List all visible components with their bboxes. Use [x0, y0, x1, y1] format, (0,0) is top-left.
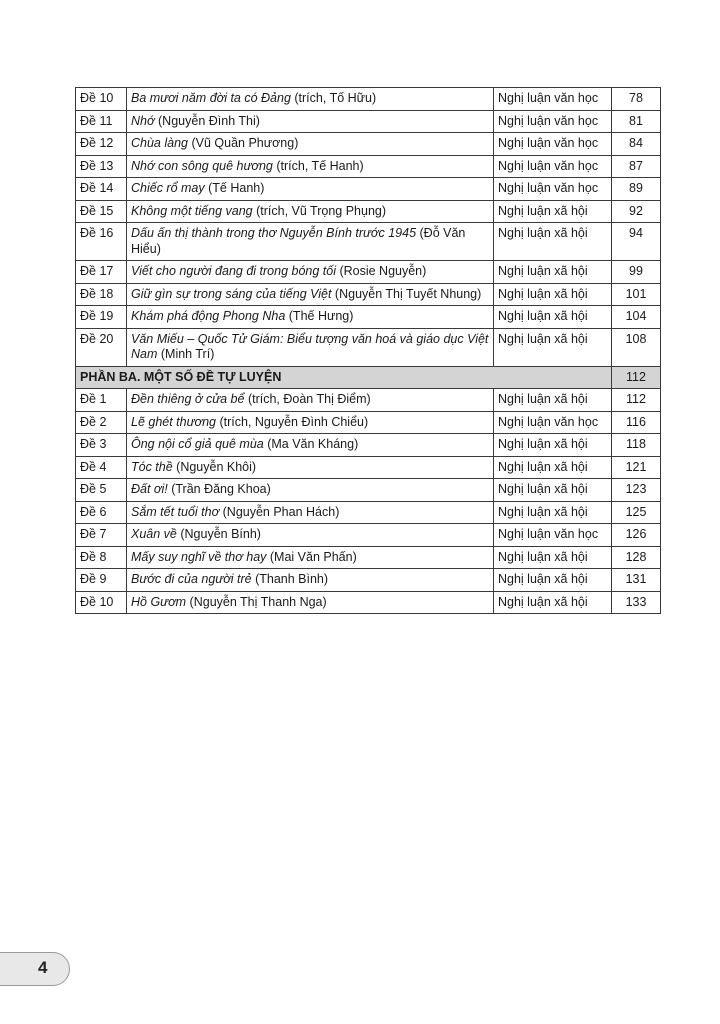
work-title: Dấu ấn thị thành trong thơ Nguyễn Bính trước 1945	[131, 226, 417, 240]
toc-part2	[76, 88, 661, 367]
table-row	[76, 591, 661, 614]
work-title: Giữ gìn sự trong sáng của tiếng Việt	[131, 286, 332, 301]
page-ref: 123	[612, 479, 661, 502]
toc-table	[75, 87, 661, 614]
work-author: (Nguyễn Thị Tuyết Nhung)	[331, 286, 482, 301]
work-title: Sắm tết tuổi thơ	[131, 504, 220, 519]
work-title: Khám phá động Phong Nha	[131, 309, 286, 323]
page-ref: 128	[612, 546, 661, 569]
table-row	[76, 524, 661, 547]
table-row	[76, 261, 661, 284]
work-title: Mấy suy nghĩ về thơ hay	[131, 549, 267, 564]
essay-type: Nghị luận xã hội	[494, 223, 612, 261]
page-ref: 87	[612, 155, 661, 178]
work-title: Nhớ con sông quê hương	[131, 158, 273, 173]
work-title: Ba mươi năm đời ta có Đảng	[131, 91, 291, 105]
exam-title-cell	[127, 283, 494, 306]
page-ref: 104	[612, 306, 661, 329]
essay-type: Nghị luận xã hội	[494, 591, 612, 614]
table-row	[76, 479, 661, 502]
exam-number: Đề 4	[76, 456, 127, 479]
table-row	[76, 223, 661, 261]
essay-type: Nghị luận xã hội	[494, 546, 612, 569]
exam-number: Đề 18	[76, 283, 127, 306]
exam-title-cell	[127, 88, 494, 111]
exam-title-cell	[127, 178, 494, 201]
essay-type: Nghị luận xã hội	[494, 569, 612, 592]
exam-title-cell	[127, 328, 494, 366]
page-number-tab	[0, 952, 70, 986]
exam-number: Đề 6	[76, 501, 127, 524]
exam-title-cell	[127, 110, 494, 133]
essay-type: Nghị luận xã hội	[494, 328, 612, 366]
work-author: (Minh Trí)	[157, 347, 215, 361]
essay-type: Nghị luận văn học	[494, 178, 612, 201]
table-row	[76, 389, 661, 412]
exam-title-cell	[127, 524, 494, 547]
work-title: Viết cho người đang đi trong bóng tối	[131, 264, 336, 278]
work-author: (Nguyễn Thị Thanh Nga)	[186, 594, 327, 609]
exam-number: Đề 13	[76, 155, 127, 178]
exam-number: Đề 8	[76, 546, 127, 569]
table-row	[76, 306, 661, 329]
work-title: Đất ơi!	[131, 482, 168, 496]
work-title: Tóc thề	[131, 459, 173, 474]
page-number: 4	[38, 958, 48, 977]
work-title: Hồ Gươm	[131, 594, 187, 609]
exam-number: Đề 17	[76, 261, 127, 284]
work-author: (Thanh Bình)	[251, 572, 329, 586]
toc-section-part3	[76, 366, 661, 389]
page-ref: 89	[612, 178, 661, 201]
table-row	[76, 88, 661, 111]
essay-type: Nghị luận xã hội	[494, 283, 612, 306]
essay-type: Nghị luận xã hội	[494, 261, 612, 284]
work-author: (Nguyễn Bính)	[176, 527, 261, 541]
essay-type: Nghị luận xã hội	[494, 389, 612, 412]
work-title: Đền thiêng ở cửa bể	[131, 392, 245, 406]
essay-type: Nghị luận văn học	[494, 524, 612, 547]
exam-number: Đề 3	[76, 434, 127, 457]
work-title: Bước đi của người trẻ	[131, 572, 252, 586]
table-row	[76, 456, 661, 479]
exam-number: Đề 20	[76, 328, 127, 366]
table-row	[76, 546, 661, 569]
page-ref: 78	[612, 88, 661, 111]
work-author: (Vũ Quần Phương)	[188, 136, 299, 150]
exam-title-cell	[127, 155, 494, 178]
page-ref: 121	[612, 456, 661, 479]
work-author: (Nguyễn Phan Hách)	[219, 504, 340, 519]
work-author: (Thế Hưng)	[285, 309, 354, 323]
work-title: Chùa làng	[131, 136, 188, 150]
exam-title-cell	[127, 223, 494, 261]
exam-number: Đề 10	[76, 591, 127, 614]
work-author: (Đỗ Văn Hiểu)	[131, 226, 466, 256]
page-ref: 133	[612, 591, 661, 614]
essay-type: Nghị luận văn học	[494, 411, 612, 434]
exam-title-cell	[127, 569, 494, 592]
essay-type: Nghị luận xã hội	[494, 200, 612, 223]
page-ref: 84	[612, 133, 661, 156]
essay-type: Nghị luận văn học	[494, 110, 612, 133]
page-ref: 99	[612, 261, 661, 284]
exam-number: Đề 5	[76, 479, 127, 502]
page-ref: 112	[612, 389, 661, 412]
exam-title-cell	[127, 434, 494, 457]
essay-type: Nghị luận văn học	[494, 155, 612, 178]
table-row	[76, 569, 661, 592]
work-title: Xuân về	[131, 527, 177, 541]
section-page: 112	[612, 366, 661, 389]
exam-number: Đề 19	[76, 306, 127, 329]
exam-number: Đề 7	[76, 524, 127, 547]
exam-number: Đề 11	[76, 110, 127, 133]
work-author: (trích, Đoàn Thị Điểm)	[244, 392, 371, 406]
exam-number: Đề 9	[76, 569, 127, 592]
page-ref: 81	[612, 110, 661, 133]
work-author: (trích, Vũ Trọng Phụng)	[252, 203, 387, 218]
essay-type: Nghị luận xã hội	[494, 434, 612, 457]
exam-title-cell	[127, 546, 494, 569]
essay-type: Nghị luận văn học	[494, 133, 612, 156]
exam-number: Đề 1	[76, 389, 127, 412]
table-row	[76, 155, 661, 178]
exam-title-cell	[127, 389, 494, 412]
table-row	[76, 133, 661, 156]
table-row	[76, 178, 661, 201]
work-title: Không một tiếng vang	[131, 203, 253, 218]
toc-part3	[76, 389, 661, 614]
exam-number: Đề 2	[76, 411, 127, 434]
section-row	[76, 366, 661, 389]
exam-title-cell	[127, 479, 494, 502]
page-ref: 92	[612, 200, 661, 223]
page-ref: 116	[612, 411, 661, 434]
work-author: (Rosie Nguyễn)	[335, 264, 427, 278]
page-ref: 108	[612, 328, 661, 366]
essay-type: Nghị luận xã hội	[494, 456, 612, 479]
page-ref: 125	[612, 501, 661, 524]
exam-number: Đề 16	[76, 223, 127, 261]
table-row	[76, 200, 661, 223]
work-title: Văn Miếu – Quốc Tử Giám: Biểu tượng văn hoá và giáo dục Việt Nam	[131, 331, 489, 361]
page-ref: 118	[612, 434, 661, 457]
work-author: (Ma Văn Kháng)	[263, 437, 359, 451]
exam-title-cell	[127, 456, 494, 479]
table-row	[76, 434, 661, 457]
work-author: (trích, Nguyễn Đình Chiểu)	[216, 414, 369, 429]
exam-title-cell	[127, 411, 494, 434]
page-ref: 131	[612, 569, 661, 592]
work-title: Nhớ	[131, 113, 155, 128]
essay-type: Nghị luận văn học	[494, 88, 612, 111]
work-author: (trích, Tố Hữu)	[290, 91, 377, 105]
exam-number: Đề 12	[76, 133, 127, 156]
work-title: Chiếc rổ may	[131, 181, 205, 195]
essay-type: Nghị luận xã hội	[494, 479, 612, 502]
work-author: (Mai Văn Phấn)	[266, 549, 357, 564]
table-row	[76, 501, 661, 524]
table-row	[76, 110, 661, 133]
section-label: PHẦN BA. MỘT SỐ ĐỀ TỰ LUYỆN	[76, 366, 612, 389]
exam-title-cell	[127, 200, 494, 223]
exam-title-cell	[127, 261, 494, 284]
exam-number: Đề 14	[76, 178, 127, 201]
exam-title-cell	[127, 133, 494, 156]
exam-title-cell	[127, 501, 494, 524]
page-ref: 101	[612, 283, 661, 306]
page-ref: 126	[612, 524, 661, 547]
table-row	[76, 328, 661, 366]
essay-type: Nghị luận xã hội	[494, 501, 612, 524]
work-author: (Nguyễn Khôi)	[172, 459, 257, 474]
work-author: (Nguyễn Đình Thi)	[154, 113, 260, 128]
work-title: Lẽ ghét thương	[131, 414, 216, 429]
table-row	[76, 283, 661, 306]
exam-title-cell	[127, 306, 494, 329]
essay-type: Nghị luận xã hội	[494, 306, 612, 329]
work-author: (trích, Tế Hanh)	[272, 158, 364, 173]
work-author: (Tế Hanh)	[204, 181, 265, 195]
exam-title-cell	[127, 591, 494, 614]
work-author: (Trần Đăng Khoa)	[167, 482, 271, 496]
work-title: Ông nội cổ giả quê mùa	[131, 437, 264, 451]
exam-number: Đề 15	[76, 200, 127, 223]
table-row	[76, 411, 661, 434]
exam-number: Đề 10	[76, 88, 127, 111]
page-ref: 94	[612, 223, 661, 261]
